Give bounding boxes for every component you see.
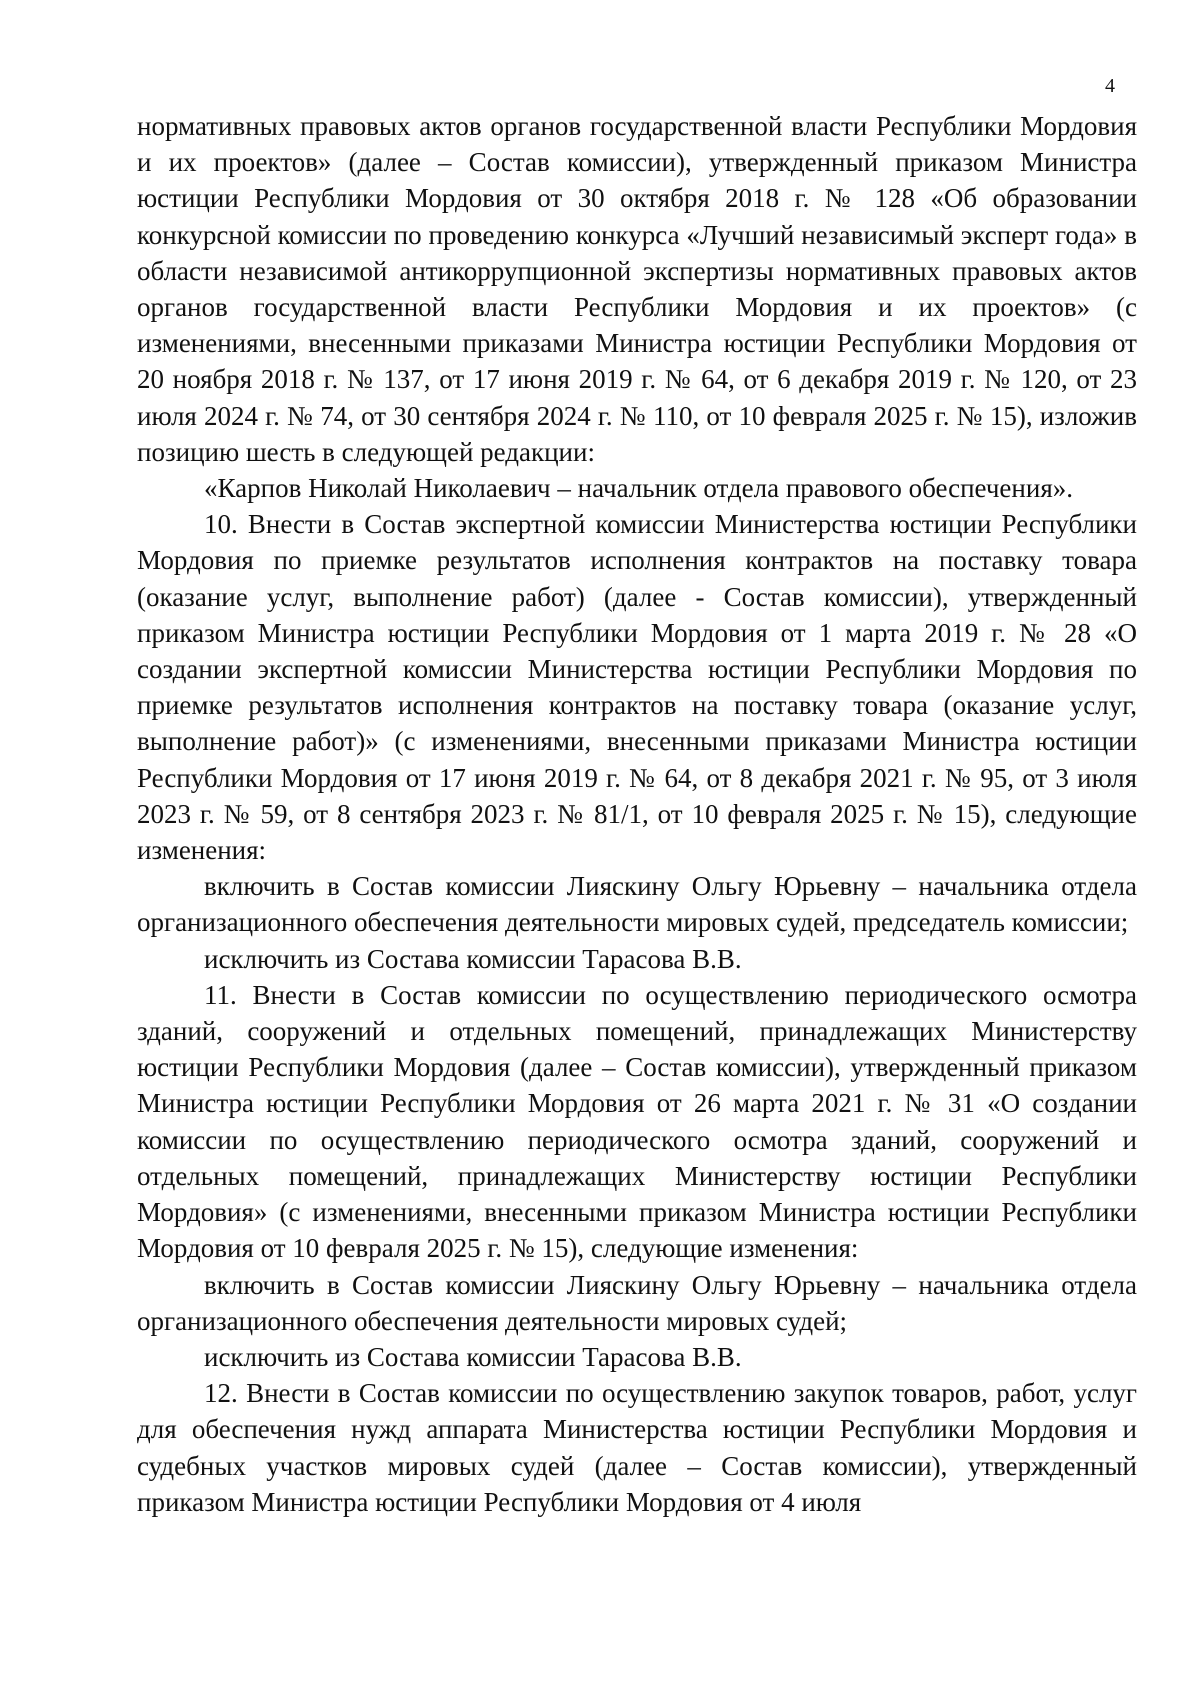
paragraph-continuation: нормативных правовых актов органов государственной власти Республики Мордовия и их проектов» (далее – Состав комиссии), утвержденный приказом Министра юстиции Республики Мордовия от 30 октября 2018 г. № 128 «Об образовании конкурсной комиссии по проведению конкурса «Лучший независимый эксперт года» в области независимой антикоррупционной экспертизы нормативных правовых актов органов государственной власти Республики Мордовия и их проектов» (с изменениями, внесенными приказами Министра юстиции Республики Мордовия от 20 ноября 2018 г. № 137, от 17 июня 2019 г. № 64, от 6 декабря 2019 г. № 120, от 23 июля 2024 г. № 74, от 30 сентября 2024 г. № 110, от 10 февраля 2025 г. № 15), изложив позицию шесть в следующей редакции:	[137, 111, 1137, 467]
paragraph-item-11-include: включить в Состав комиссии Лияскину Ольгу Юрьевну – начальника отдела организационного обеспечения деятельности мировых судей;	[137, 1269, 1137, 1336]
paragraph-new-position-six: «Карпов Николай Николаевич – начальник отдела правового обеспечения».	[204, 473, 1073, 504]
paragraph-item-11: 11. Внести в Состав комиссии по осуществлению периодического осмотра зданий, сооружений и отдельных помещений, принадлежащих Министерству юстиции Республики Мордовия (далее – Состав комиссии), утвержденный приказом Министра юстиции Республики Мордовия от 26 марта 2021 г. № 31 «О создании комиссии по осуществлению периодического осмотра зданий, сооружений и отдельных помещений, принадлежащих Министерству юстиции Республики Мордовия» (с изменениями, внесенными приказом Министра юстиции Республики Мордовия от 10 февраля 2025 г. № 15), следующие изменения:	[137, 979, 1137, 1264]
paragraph-item-10-exclude: исключить из Состава комиссии Тарасова В.В.	[204, 943, 742, 974]
page-number: 4	[1105, 75, 1115, 97]
paragraph-item-10-include: включить в Состав комиссии Лияскину Ольгу Юрьевну – начальника отдела организационного обеспечения деятельности мировых судей, председатель комиссии;	[137, 871, 1137, 938]
paragraph-item-12: 12. Внести в Состав комиссии по осуществлению закупок товаров, работ, услуг для обеспечения нужд аппарата Министерства юстиции Республики Мордовия и судебных участков мировых судей (далее – Состав комиссии), утвержденный приказом Министра юстиции Республики Мордовия от 4 июля	[137, 1378, 1137, 1517]
document-body	[137, 108, 1137, 1520]
paragraph-item-10: 10. Внести в Состав экспертной комиссии Министерства юстиции Республики Мордовия по приемке результатов исполнения контрактов на поставку товара (оказание услуг, выполнение работ) (далее - Состав комиссии), утвержденный приказом Министра юстиции Республики Мордовия от 1 марта 2019 г. № 28 «О создании экспертной комиссии Министерства юстиции Республики Мордовия по приемке результатов исполнения контрактов на поставку товара (оказание услуг, выполнение работ)» (с изменениями, внесенными приказами Министра юстиции Республики Мордовия от 17 июня 2019 г. № 64, от 8 декабря 2021 г. № 95, от 3 июля 2023 г. № 59, от 8 сентября 2023 г. № 81/1, от 10 февраля 2025 г. № 15), следующие изменения:	[137, 509, 1137, 866]
paragraph-item-11-exclude: исключить из Состава комиссии Тарасова В.В.	[204, 1341, 742, 1372]
